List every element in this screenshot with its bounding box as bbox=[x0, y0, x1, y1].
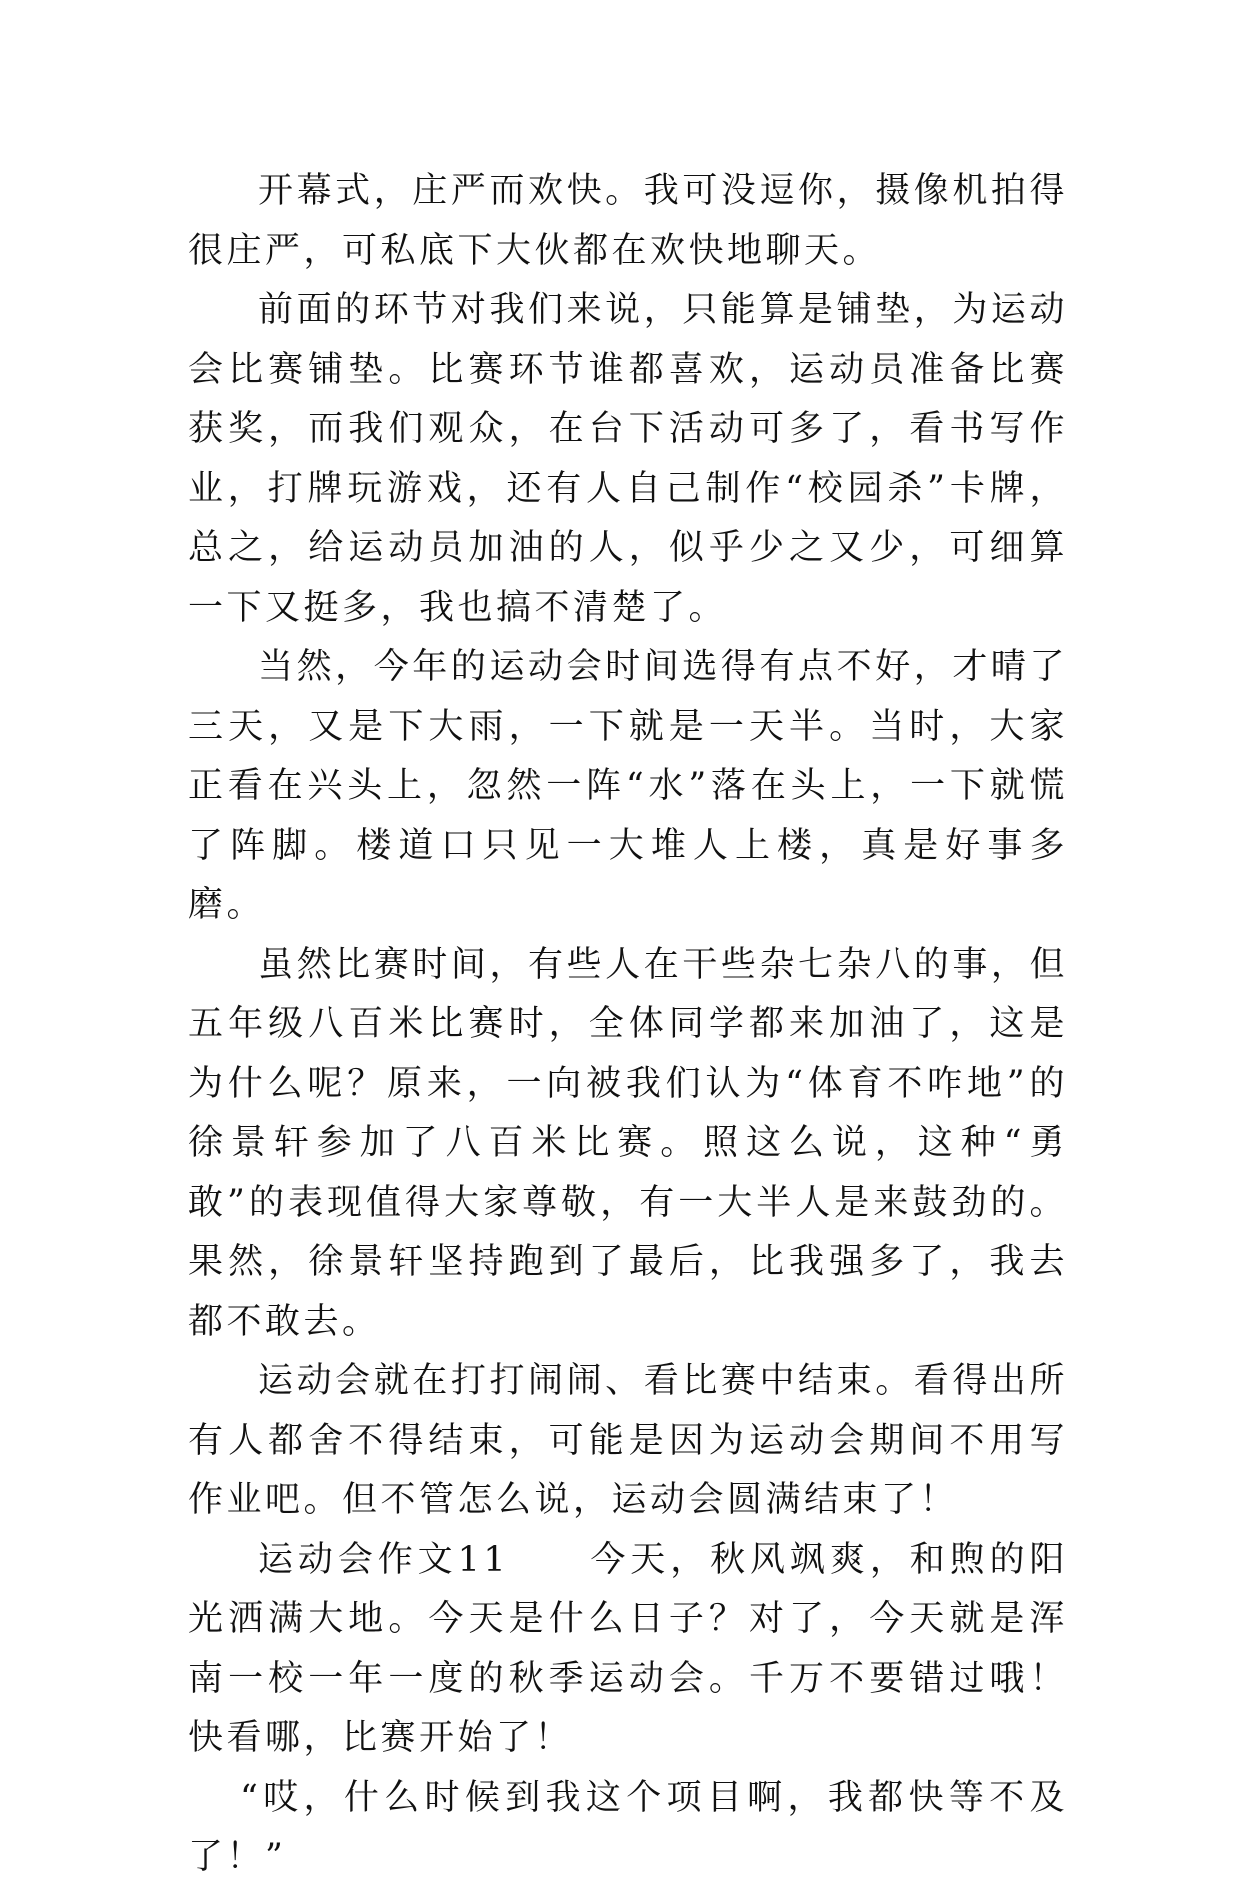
paragraph-800m-race: 虽然比赛时间，有些人在干些杂七杂八的事，但五年级八百米比赛时，全体同学都来加油了，这是为什么呢？原来，一向被我们认为“体育不咋地”的徐景轩参加了八百米比赛。照这么说，这种“勇敢”的表现值得大家尊敬，有一大半人是来鼓劲的。果然，徐景轩坚持跑到了最后，比我强多了，我去都不敢去。 bbox=[188, 944, 1068, 1342]
paragraph-competition-audience: 前面的环节对我们来说，只能算是铺垫，为运动会比赛铺垫。比赛环节谁都喜欢，运动员准备比赛获奖，而我们观众，在台下活动可多了，看书写作业，打牌玩游戏，还有人自己制作“校园杀”卡牌，总之，给运动员加油的人，似乎少之又少，可细算一下又挺多，我也搞不清楚了。 bbox=[188, 290, 1068, 628]
paragraph-rain: 当然，今年的运动会时间选得有点不好，才晴了三天，又是下大雨，一下就是一天半。当时，大家正看在兴头上，忽然一阵“水”落在头上，一下就慌了阵脚。楼道口只见一大堆人上楼，真是好事多磨。 bbox=[188, 647, 1068, 925]
paragraph-ending: 运动会就在打打闹闹、看比赛中结束。看得出所有人都舍不得结束，可能是因为运动会期间不用写作业吧。但不管怎么说，运动会圆满结束了！ bbox=[188, 1361, 1068, 1520]
paragraph-quote: “哎，什么时候到我这个项目啊，我都快等不及了！” bbox=[188, 1777, 1068, 1877]
paragraph-opening-ceremony: 开幕式，庄严而欢快。我可没逗你，摄像机拍得很庄严，可私底下大伙都在欢快地聊天。 bbox=[188, 171, 1068, 271]
body-text bbox=[188, 162, 1068, 1888]
paragraph-essay-11: 运动会作文11 今天，秋风飒爽，和煦的阳光洒满大地。今天是什么日子？对了，今天就是浑南一校一年一度的秋季运动会。千万不要错过哦！快看哪，比赛开始了！ bbox=[188, 1539, 1068, 1758]
